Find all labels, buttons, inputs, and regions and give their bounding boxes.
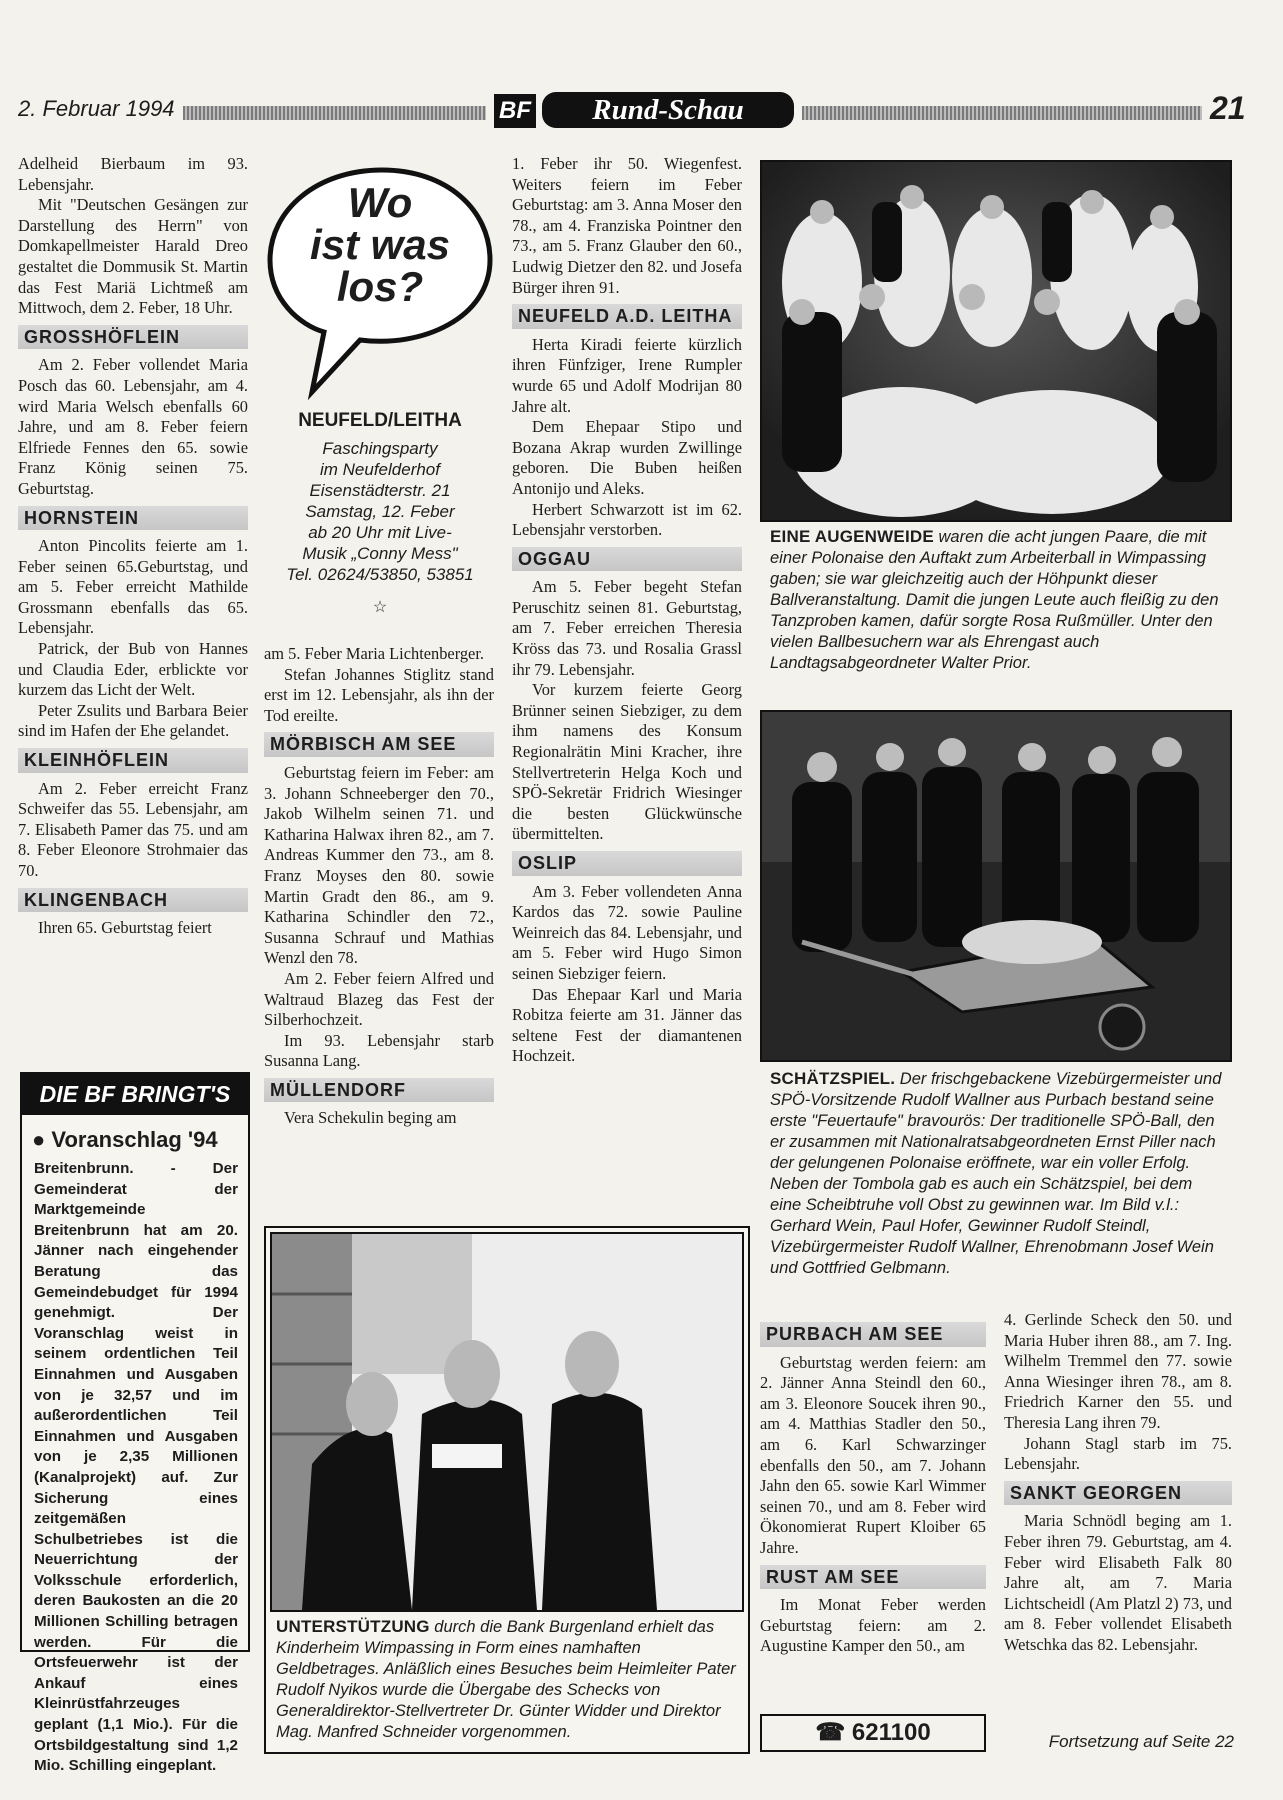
photo-unterstuetzung-image xyxy=(272,1234,742,1610)
section-heading: PURBACH AM SEE xyxy=(760,1322,986,1347)
box-headline xyxy=(22,1115,248,1159)
section-heading: KLINGENBACH xyxy=(18,888,248,913)
section-heading: SANKT GEORGEN xyxy=(1004,1481,1232,1506)
column-4 xyxy=(760,1316,986,1657)
paragraph: Peter Zsulits und Barbara Beier sind im Hafen der Ehe gelandet. xyxy=(18,700,248,741)
photo-ball-couples-image xyxy=(762,162,1230,520)
paragraph: Stefan Johannes Stiglitz stand erst im 12. Lebensjahr, als ihn der Tod ereilte. xyxy=(264,664,494,725)
paragraph: Dem Ehepaar Stipo und Bozana Akrap wurden Zwillinge geboren. Die Buben heißen Antonijo und Aleks. xyxy=(512,417,742,498)
masthead-title xyxy=(542,92,794,128)
caption-text: waren die acht jungen Paare, die mit einer Polonaise den Auftakt zum Arbeiterball in Wimpassing gaben; sie war gleichzeitig auch der Höhpunkt dieser Ballveranstaltung. Damit die jungen Leute auch fleißig zu den Tanzproben kamen, dafür sorgte Rosa Rußmüller. Unter den vielen Ballbesuchern war als Ehrengast auch Landtagsabgeordneter Walter Prior. xyxy=(770,528,1219,672)
paragraph: Vor kurzem feierte Georg Brünner seinen Siebziger, zu dem ihm namens des Konsum Regionalrätin Mini Kracher, ihre Stellvertreterin Helga Koch und SPÖ-Sekretär Fridrich Wiesinger die besten Glückwünsche übermittelten. xyxy=(512,680,742,844)
bf-bringts-box xyxy=(20,1072,250,1775)
paragraph: Anton Pincolits feierte am 1. Feber seinen 65.Geburtstag, und am 5. Feber erreicht Mathilde Grossmann ebenfalls das 65. Lebensjahr. xyxy=(18,536,248,638)
box-text: Breitenbrunn. - Der Gemeinderat der Marktgemeinde Breitenbrunn hat am 20. Jänner nach eingehender Beratung das Gemeindebudget für 1994 genehmigt. Der Voranschlag weist in seinem ordentlichen Teil Einnahmen und Ausgaben von je 32,57 und im außerordentlichen Teil Einnahmen und Ausgaben von je 2,35 Millionen (Kanalprojekt) auf. Zur Sicherung eines zeitgemäßen Schulbetriebes ist die Neuerrichtung der Volksschule erforderlich, deren Baukosten an die 20 Millionen Schilling betragen werden. Für die Ortsfeuerwehr ist der Ankauf eines Kleinrüstfahrzeuges geplant (1,1 Mio.). Für die Ortsbildgestaltung sind 1,2 Mio. Schilling eingeplant. xyxy=(34,1160,238,1775)
paragraph: Im 93. Lebensjahr starb Susanna Lang. xyxy=(264,1030,494,1071)
event-line: Tel. 02624/53850, 53851 xyxy=(286,565,474,584)
event-place: NEUFELD/LEITHA xyxy=(298,410,462,431)
page-header xyxy=(18,92,1268,132)
caption-ball-couples xyxy=(770,526,1222,674)
photo-schaetzspiel xyxy=(760,710,1232,1062)
header-rule-right xyxy=(802,106,1202,120)
box-title: DIE BF BRINGT'S xyxy=(22,1074,248,1115)
paragraph: Adelheid Bierbaum im 93. Lebensjahr. xyxy=(18,154,248,194)
column-1 xyxy=(18,154,248,939)
bf-logo-text: BF xyxy=(499,97,531,124)
section-heading: RUST AM SEE xyxy=(760,1565,986,1590)
caption-lead: EINE AUGENWEIDE xyxy=(770,527,934,546)
paragraph: Mit "Deutschen Gesängen zur Darstellung des Herrn" von Domkapellmeister Harald Dreo gestaltet die Dommusik St. Martin das Fest Mariä Lichtmeß am Mittwoch, dem 2. Feber, 18 Uhr. xyxy=(18,195,248,318)
event-line: ab 20 Uhr mit Live- xyxy=(308,523,452,542)
column-3 xyxy=(512,154,742,1067)
event-listing xyxy=(262,410,498,617)
paragraph: am 5. Feber Maria Lichtenberger. xyxy=(264,644,484,663)
section-heading: OSLIP xyxy=(512,851,742,876)
section-heading: NEUFELD A.D. LEITHA xyxy=(512,304,742,329)
event-line: Faschingsparty xyxy=(322,439,438,458)
paragraph: 1. Feber ihr 50. Wiegenfest. Weiters feiern im Feber Geburtstag: am 3. Anna Moser den 78., am 4. Franziska Pointner den 73., am 5. Franz Glauber den 60., Ludwig Dietzer den 82. und Josefa Bürger ihren 91. xyxy=(512,154,742,297)
issue-date: 2. Februar 1994 xyxy=(18,96,175,121)
paragraph: Herta Kiradi feierte kürzlich ihren Fünfziger, Irene Rumpler wurde 65 und Adolf Modrijan 80 Jahre alt. xyxy=(512,334,742,416)
paragraph: Geburtstag werden feiern: am 2. Jänner Anna Steindl den 60., am 3. Eleonore Soucek ihren 90., am 4. Matthias Stadler den 50., am 6. Karl Schwarzinger ebenfalls den 50., am 7. Johann Jahn den 65. sowie Karl Wimmer seinen 70., und am 8. Feber wird Ökonomierat Rupert Kloiber 65 Jahre. xyxy=(760,1352,986,1557)
phone-number: 621100 xyxy=(851,1719,931,1746)
page-number: 21 xyxy=(1210,90,1246,126)
paragraph: 4. Gerlinde Scheck den 50. und Maria Huber ihren 88., am 7. Ing. Wilhelm Tremmel den 77. sowie Anna Wiesinger ihren 78., am 8. Friedrich Karner den 55. und Theresia Lang ihren 79. xyxy=(1004,1310,1232,1432)
bubble-text xyxy=(262,179,498,310)
paragraph: Am 2. Feber erreicht Franz Schweifer das 55. Lebensjahr, am 7. Elisabeth Pamer das 75. und am 8. Feber Eleonore Strohmaier das 70. xyxy=(18,778,248,880)
paragraph: Im Monat Feber werden Geburtstag feiern: am 2. Augustine Kamper den 50., am xyxy=(760,1595,986,1656)
section-heading: MÖRBISCH AM SEE xyxy=(264,732,494,757)
paragraph: Johann Stagl starb im 75. Lebensjahr. xyxy=(1004,1433,1232,1474)
paragraph: Am 2. Feber feiern Alfred und Waltraud Blazeg das Fest der Silberhochzeit. xyxy=(264,968,494,1030)
paragraph: Am 3. Feber vollendeten Anna Kardos das 72. sowie Pauline Weinreich das 84. Lebensjahr, und am 5. Feber wird Hugo Simon seinen Siebziger feiern. xyxy=(512,881,742,983)
event-line: im Neufelderhof xyxy=(319,460,440,479)
photo-ball-couples xyxy=(760,160,1232,522)
section-heading: KLEINHÖFLEIN xyxy=(18,748,248,773)
section-heading: OGGAU xyxy=(512,547,742,572)
bubble-line: los? xyxy=(336,263,424,310)
paragraph: Am 2. Feber vollendet Maria Posch das 60. Lebensjahr, am 4. wird Maria Welsch ebenfalls 60 Jahre, und am 8. Feber feiern Elfriede Fennes den 65. sowie Franz König seinen 75. Geburtstag. xyxy=(18,355,248,498)
bubble-line: Wo xyxy=(347,179,413,226)
caption-lead: UNTERSTÜTZUNG xyxy=(276,1617,430,1636)
paragraph: Am 5. Feber begeht Stefan Peruschitz seinen 81. Geburtstag, am 7. Feber erreichen Theresia Kröss das 73. und Rosalia Grassl ihr 79. Lebensjahr. xyxy=(512,577,742,679)
star-icon: ☆ xyxy=(372,599,388,616)
photo-unterstuetzung xyxy=(270,1232,744,1612)
event-line: Eisenstädterstr. 21 xyxy=(309,481,451,500)
caption-lead: SCHÄTZSPIEL. xyxy=(770,1069,896,1088)
event-line: Musik „Conny Mess" xyxy=(302,544,458,563)
bullet-icon: ● xyxy=(32,1127,52,1152)
caption-unterstuetzung xyxy=(276,1616,736,1743)
header-rule-left xyxy=(183,106,486,120)
event-line: Samstag, 12. Feber xyxy=(305,502,455,521)
bf-logo xyxy=(494,94,536,128)
section-heading: GROSSHÖFLEIN xyxy=(18,325,248,350)
photo-unterstuetzung-frame xyxy=(264,1226,750,1754)
box-headline-text: Voranschlag '94 xyxy=(51,1127,218,1152)
masthead-title-text: Rund-Schau xyxy=(592,94,744,126)
continued-note: Fortsetzung auf Seite 22 xyxy=(1048,1732,1234,1751)
paragraph: Ihren 65. Geburtstag feiert xyxy=(38,918,212,938)
caption-schaetzspiel xyxy=(770,1068,1222,1279)
bubble-line: ist was xyxy=(309,221,451,268)
paragraph: Maria Schnödl beging am 1. Feber ihren 79. Geburtstag, am 4. Feber wird Elisabeth Falk 80 Jahre alt, am 7. Maria Lichtscheidl (Am Platzl 2) 73, und am 8. Feber vollendet Elisabeth Wetschka das 82. Lebensjahr. xyxy=(1004,1511,1232,1654)
paragraph: Herbert Schwarzott ist im 62. Lebensjahr verstorben. xyxy=(512,499,742,540)
paragraph: Geburtstag feiern im Feber: am 3. Johann Schneeberger den 70., Jakob Wilhelm seinen 71. und Katharina Halwax ihren 82., am 7. Andreas Kummer den 73., am 8. Franz Moyses den 80. sowie Martin Gradt den 86., am 9. Katharina Schindler den 72., Susanna Schrauf und Mathias Wenzl den 78. xyxy=(264,762,494,968)
caption-text: Der frischgebackene Vizebürgermeister und SPÖ-Vorsitzende Rudolf Wallner aus Purbach bestand seine erste "Feuertaufe" bravourös: Der traditionelle SPÖ-Ball, den er zusammen mit Nationalratsabgeordneten Ernst Piller nach der gelungenen Polonaise eröffnete, war ein voller Erfolg. Neben der Tombola gab es auch ein Schätzspiel, bei dem eine Scheibtruhe voll Obst zu gewinnen war. Im Bild v.l.: Gerhard Wein, Paul Hofer, Gewinner Rudolf Steindl, Vizebürgermeister Rudolf Wallner, Ehrenobmann Josef Wein und Gottfried Gelbmann. xyxy=(770,1070,1222,1277)
phone-box xyxy=(760,1714,986,1752)
column-5 xyxy=(1004,1310,1232,1656)
column-2 xyxy=(264,644,494,1129)
section-heading: MÜLLENDORF xyxy=(264,1078,494,1103)
section-heading: HORNSTEIN xyxy=(18,506,248,531)
paragraph: Vera Schekulin beging am xyxy=(284,1108,457,1128)
photo-schaetzspiel-image xyxy=(762,712,1230,1060)
caption-text: durch die Bank Burgenland erhielt das Kinderheim Wimpassing in Form eines namhaften Geldbetrages. Anläßlich eines Besuches beim Heimleiter Pater Rudolf Nyikos wurde die Übergabe des Schecks von Generaldirektor-Stellvertreter Dr. Günter Widder und Direktor Mag. Manfred Schneider vorgenommen. xyxy=(276,1618,736,1741)
paragraph: Das Ehepaar Karl und Maria Robitza feierte am 31. Jänner das seltene Fest der diamantenen Hochzeit. xyxy=(512,984,742,1066)
phone-icon: ☎ xyxy=(815,1719,846,1746)
paragraph: Patrick, der Bub von Hannes und Claudia Eder, erblickte vor kurzem das Licht der Welt. xyxy=(18,639,248,700)
